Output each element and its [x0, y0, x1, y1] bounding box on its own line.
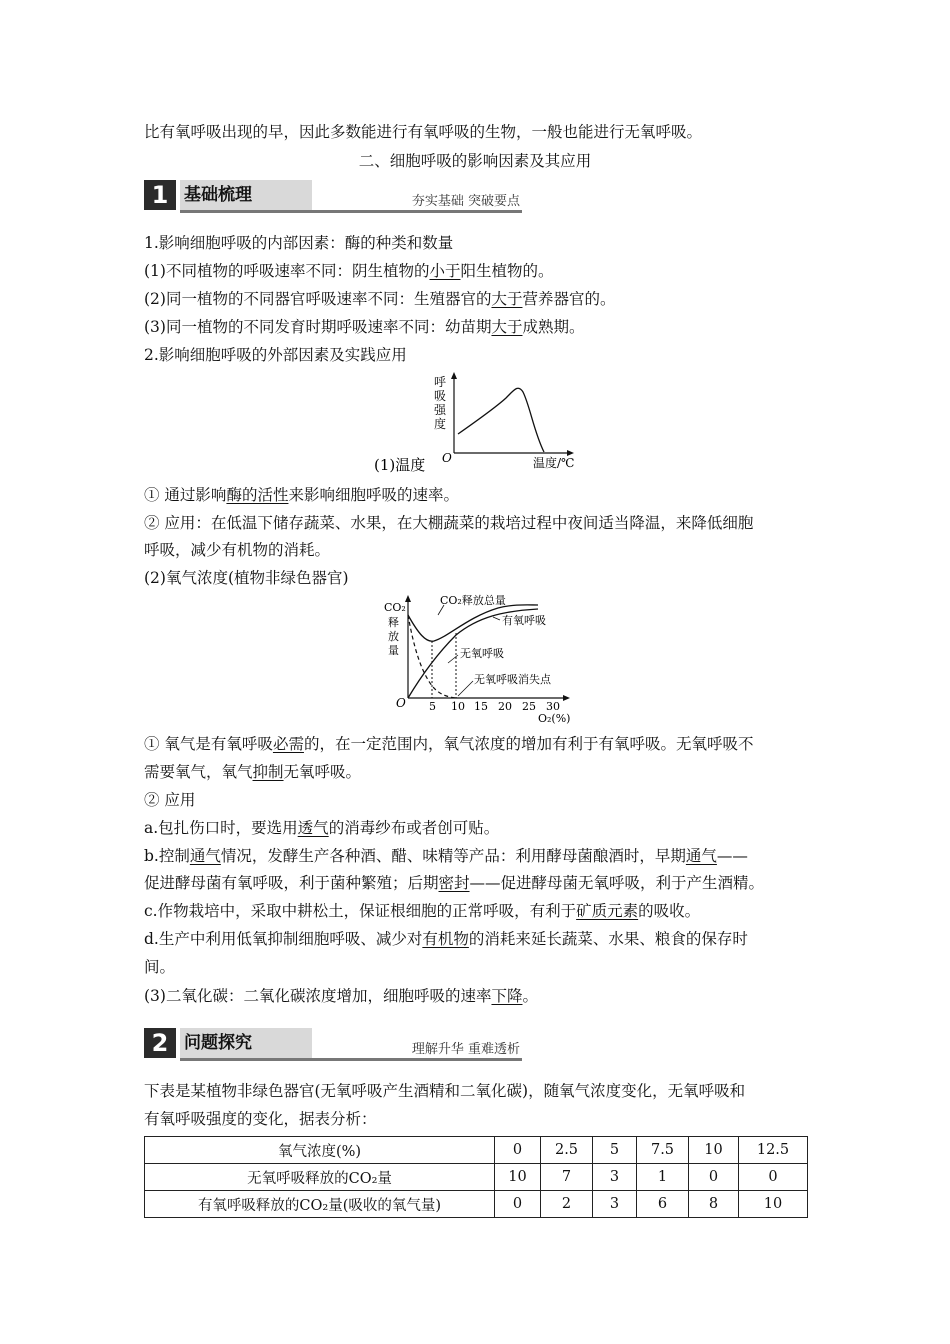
origin-label: O	[442, 451, 452, 465]
paragraph: (3)同一植物的不同发育时期呼吸速率不同：幼苗期大于成熟期。	[144, 318, 585, 336]
table-cell: 10	[689, 1137, 739, 1164]
curve-label-anaerobic: 无氧呼吸	[460, 647, 504, 660]
table-cell: 有氧呼吸释放的CO₂量(吸收的氧气量)	[145, 1191, 495, 1218]
paragraph: 有氧呼吸强度的变化，据表分析：	[144, 1110, 377, 1128]
table-cell: 1	[637, 1164, 689, 1191]
table-row	[145, 1164, 808, 1191]
banner-underline	[180, 210, 522, 213]
paragraph: (2)同一植物的不同器官呼吸速率不同：生殖器官的大于营养器官的。	[144, 290, 616, 308]
paragraph: 1.影响细胞呼吸的内部因素：酶的种类和数量	[144, 234, 454, 252]
y-axis-label: 吸	[434, 389, 447, 403]
banner-subtitle: 夯实基础 突破要点	[411, 194, 520, 209]
temperature-figure	[360, 370, 600, 478]
paragraph: a.包扎伤口时，要选用透气的消毒纱布或者创可贴。	[144, 819, 500, 837]
paragraph: ① 通过影响酶的活性来影响细胞呼吸的速率。	[144, 486, 459, 504]
table-cell: 6	[637, 1191, 689, 1218]
table-cell: 0	[495, 1137, 541, 1164]
oxygen-figure	[378, 593, 578, 725]
x-tick-label: 5	[429, 700, 436, 713]
y-axis-label: CO₂	[384, 601, 406, 614]
x-tick-label: 10	[451, 700, 465, 713]
curve-label-aerobic: 有氧呼吸	[502, 614, 546, 627]
table-cell: 氧气浓度(%)	[145, 1137, 495, 1164]
origin-label: O	[396, 696, 406, 710]
table-cell: 7.5	[637, 1137, 689, 1164]
paragraph: 下表是某植物非绿色器官(无氧呼吸产生酒精和二氧化碳)，随氧气浓度变化，无氧呼吸和	[144, 1082, 746, 1100]
table-cell: 8	[689, 1191, 739, 1218]
table-row	[145, 1191, 808, 1218]
table-cell: 5	[593, 1137, 637, 1164]
y-axis-label: 强	[434, 403, 447, 417]
table-cell: 0	[495, 1191, 541, 1218]
table-cell: 10	[739, 1191, 808, 1218]
table-cell: 0	[689, 1164, 739, 1191]
table-cell: 10	[495, 1164, 541, 1191]
paragraph: ② 应用	[144, 791, 196, 809]
y-axis-label: 量	[388, 644, 399, 657]
x-tick-label: 20	[498, 700, 512, 713]
table-cell: 3	[593, 1191, 637, 1218]
x-axis-label: 温度/℃	[533, 456, 575, 470]
x-tick-label: 15	[474, 700, 488, 713]
paragraph: b.控制通气情况，发酵生产各种酒、醋、味精等产品：利用酵母菌酿酒时，早期通气——	[144, 847, 748, 865]
x-axis-label: O₂(%)	[538, 712, 571, 725]
banner-title: 问题探究	[180, 1028, 312, 1058]
paragraph: 呼吸，减少有机物的消耗。	[144, 541, 331, 559]
y-axis-label: 度	[434, 417, 447, 431]
y-axis-label: 呼	[434, 375, 447, 389]
y-axis-label: 释	[388, 616, 399, 629]
paragraph: 2.影响细胞呼吸的外部因素及实践应用	[144, 346, 407, 364]
table-cell: 7	[541, 1164, 593, 1191]
curve-label-vanish: 无氧呼吸消失点	[474, 673, 551, 686]
banner-subtitle: 理解升华 重难透析	[411, 1042, 520, 1057]
banner-inquiry	[144, 1028, 522, 1062]
banner-title: 基础梳理	[180, 180, 312, 210]
table-cell: 2.5	[541, 1137, 593, 1164]
paragraph: d.生产中利用低氧抑制细胞呼吸、减少对有机物的消耗来延长蔬菜、水果、粮食的保存时	[144, 930, 748, 948]
paragraph: c.作物栽培中，采取中耕松土，保证根细胞的正常呼吸，有利于矿质元素的吸收。	[144, 902, 701, 920]
x-tick-label: 30	[546, 700, 560, 713]
x-tick-label: 25	[522, 700, 536, 713]
y-axis-label: 放	[388, 630, 399, 643]
paragraph: ② 应用：在低温下储存蔬菜、水果，在大棚蔬菜的栽培过程中夜间适当降温，来降低细胞	[144, 514, 754, 532]
banner-number: 1	[144, 180, 176, 210]
data-table	[144, 1136, 808, 1218]
figure-caption: (1)温度	[374, 456, 426, 474]
curve-label-total: CO₂释放总量	[440, 594, 506, 607]
section-title: 二、细胞呼吸的影响因素及其应用	[358, 152, 592, 170]
paragraph: ① 氧气是有氧呼吸必需的，在一定范围内，氧气浓度的增加有利于有氧呼吸。无氧呼吸不	[144, 735, 754, 753]
paragraph: (3)二氧化碳：二氧化碳浓度增加，细胞呼吸的速率下降。	[144, 987, 538, 1005]
banner-underline	[180, 1058, 522, 1061]
banner-number: 2	[144, 1028, 176, 1058]
paragraph: (2)氧气浓度(植物非绿色器官)	[144, 569, 349, 587]
paragraph: 促进酵母菌有氧呼吸，利于菌种繁殖；后期密封——促进酵母菌无氧呼吸，利于产生酒精。	[144, 874, 765, 892]
table-cell: 无氧呼吸释放的CO₂量	[145, 1164, 495, 1191]
intro-line: 比有氧呼吸出现的早，因此多数能进行有氧呼吸的生物，一般也能进行无氧呼吸。	[144, 123, 703, 141]
table-cell: 3	[593, 1164, 637, 1191]
table-cell: 0	[739, 1164, 808, 1191]
table-cell: 12.5	[739, 1137, 808, 1164]
paragraph: 需要氧气，氧气抑制无氧呼吸。	[144, 763, 362, 781]
banner-basics	[144, 180, 522, 214]
table-row	[145, 1137, 808, 1164]
paragraph: (1)不同植物的呼吸速率不同：阴生植物的小于阳生植物的。	[144, 262, 554, 280]
table-cell: 2	[541, 1191, 593, 1218]
paragraph: 间。	[144, 958, 176, 976]
